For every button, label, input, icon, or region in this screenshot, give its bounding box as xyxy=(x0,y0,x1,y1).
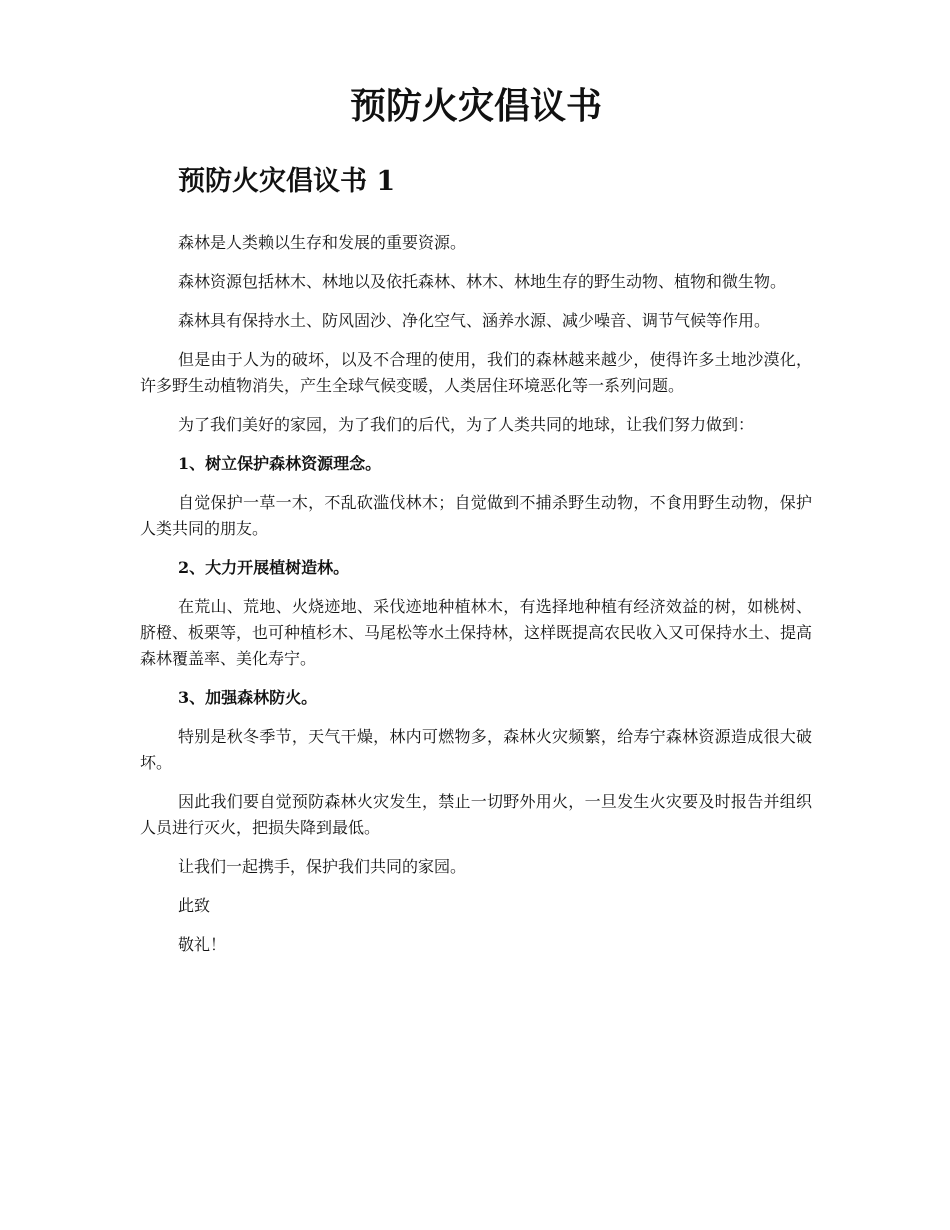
numbered-heading: 1、树立保护森林资源理念。 xyxy=(178,454,382,473)
numbered-heading: 2、大力开展植树造林。 xyxy=(178,558,350,577)
paragraph-gap xyxy=(140,477,812,490)
paragraph-gap xyxy=(140,334,812,347)
paragraph: 特别是秋冬季节，天气干燥，林内可燃物多，森林火灾频繁，给寿宁森林资源造成很大破坏。 xyxy=(140,727,812,772)
paragraph-gap xyxy=(140,438,812,451)
paragraph: 敬礼！ xyxy=(178,935,227,954)
numbered-heading: 3、加强森林防火。 xyxy=(178,688,318,707)
paragraph-gap xyxy=(140,581,812,594)
paragraph: 但是由于人为的破坏，以及不合理的使用，我们的森林越来越少，使得许多土地沙漠化，许多野生动植物消失，产生全球气候变暖，人类居住环境恶化等一系列问题。 xyxy=(140,350,812,395)
paragraph: 森林资源包括林木、林地以及依托森林、林木、林地生存的野生动物、植物和微生物。 xyxy=(178,272,787,291)
paragraph-gap xyxy=(140,880,812,893)
paragraph: 因此我们要自觉预防森林火灾发生，禁止一切野外用火，一旦发生火灾要及时报告并组织人员进行灭火，把损失降到最低。 xyxy=(140,792,812,837)
paragraph-gap xyxy=(140,919,812,932)
document-page xyxy=(140,80,812,958)
paragraph-gap xyxy=(140,711,812,724)
paragraph-gap xyxy=(140,841,812,854)
paragraph-gap xyxy=(140,672,812,685)
paragraph: 森林具有保持水土、防风固沙、净化空气、涵养水源、减少噪音、调节气候等作用。 xyxy=(178,311,771,330)
paragraph: 此致 xyxy=(178,896,211,915)
spacer xyxy=(140,202,812,230)
section-title: 预防火灾倡议书 1 xyxy=(178,166,396,197)
paragraph: 为了我们美好的家园，为了我们的后代，为了人类共同的地球，让我们努力做到： xyxy=(178,415,755,434)
paragraph: 森林是人类赖以生存和发展的重要资源。 xyxy=(178,233,467,252)
paragraph-gap xyxy=(140,542,812,555)
paragraph: 自觉保护一草一木，不乱砍滥伐林木；自觉做到不捕杀野生动物，不食用野生动物，保护人类共同的朋友。 xyxy=(140,493,812,538)
paragraph-gap xyxy=(140,295,812,308)
document-title: 预防火灾倡议书 xyxy=(349,85,602,127)
paragraph-gap xyxy=(140,256,812,269)
paragraph-gap xyxy=(140,399,812,412)
paragraph: 让我们一起携手，保护我们共同的家园。 xyxy=(178,857,467,876)
paragraph: 在荒山、荒地、火烧迹地、采伐迹地种植林木，有选择地种植有经济效益的树，如桃树、脐橙、板栗等，也可种植杉木、马尾松等水土保持林，这样既提高农民收入又可保持水土、提高森林覆盖率、美化寿宁。 xyxy=(140,597,813,668)
document-body xyxy=(140,230,812,958)
paragraph-gap xyxy=(140,776,812,789)
